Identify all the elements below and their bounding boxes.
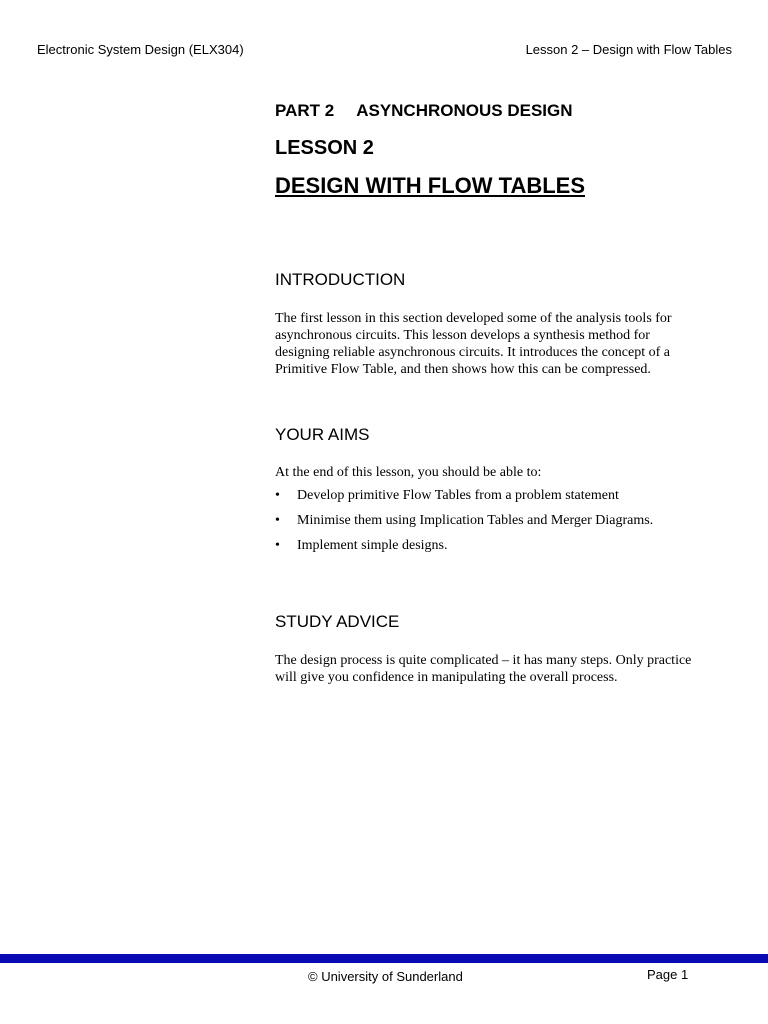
aims-heading: YOUR AIMS (275, 425, 370, 444)
bullet-icon: • (275, 538, 280, 553)
bullet-icon: • (275, 488, 280, 503)
list-item: • Develop primitive Flow Tables from a problem statement (275, 488, 619, 503)
page-number: Page 1 (647, 967, 689, 982)
lesson-number: LESSON 2 (275, 137, 374, 159)
part-title: ASYNCHRONOUS DESIGN (356, 101, 573, 120)
list-item: • Implement simple designs. (275, 538, 448, 553)
study-advice-text: The design process is quite complicated – it has many steps. Only practice will give you confidence in manipulating the overall process. (275, 653, 692, 685)
study-advice-heading: STUDY ADVICE (275, 612, 400, 631)
aims-list (275, 487, 695, 562)
introduction-heading: INTRODUCTION (275, 270, 406, 289)
footer-divider (0, 954, 768, 963)
introduction-text: The first lesson in this section developed some of the analysis tools for asynchronous circuits. This lesson develops a synthesis method for designing reliable asynchronous circuits. It introduces the concept of a Primitive Flow Table, and then shows how this can be compressed. (275, 311, 672, 377)
list-item: • Minimise them using Implication Tables and Merger Diagrams. (275, 513, 654, 528)
running-header-course: Electronic System Design (ELX304) (37, 42, 244, 57)
running-header-lesson: Lesson 2 – Design with Flow Tables (525, 42, 732, 57)
page-title: DESIGN WITH FLOW TABLES (275, 173, 586, 198)
aims-intro: At the end of this lesson, you should be able to: (275, 465, 542, 480)
part-heading (275, 101, 573, 121)
bullet-icon: • (275, 513, 280, 528)
part-label: PART 2 (275, 101, 335, 120)
copyright-notice: © University of Sunderland (308, 969, 463, 984)
